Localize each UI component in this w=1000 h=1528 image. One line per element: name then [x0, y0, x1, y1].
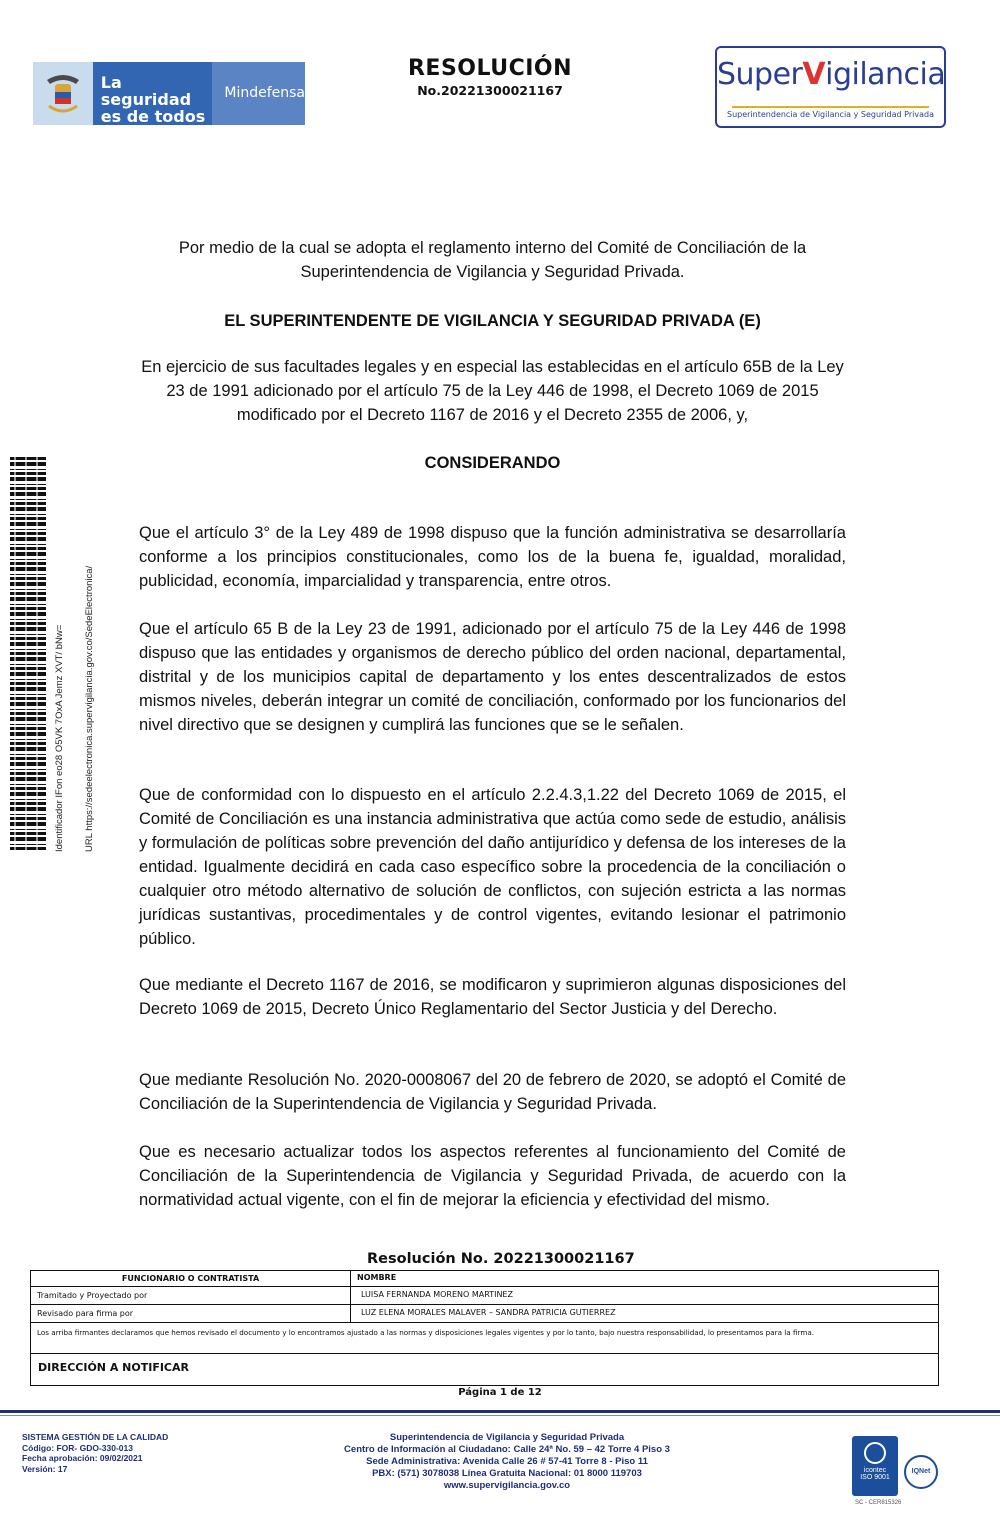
qms-line: Versión: 17 — [22, 1463, 68, 1474]
wordmark-v: V — [802, 57, 826, 92]
considering-paragraph: Que el artículo 65 B de la Ley 23 de 1991, adicionado por el artículo 75 de la Ley 446 de 1998 dispuso que las entidades y organismos de derecho público del orden nacional, departamental, distrital y de los municipios capital de departamento y los entes descentralizados de estos mismos niveles, deberán integrar un comité de conciliación, conformado por los funcionarios del nivel directivo que se designen y cumplirá las funciones que se le señalen. — [139, 620, 846, 734]
contact-line: Sede Administrativa: Avenida Calle 26 # 57-41 Torre 8 - Piso 11 — [366, 1456, 648, 1467]
icontec-ring-icon — [864, 1442, 886, 1464]
wordmark-vigilancia: igilancia — [825, 57, 946, 92]
supervigilancia-wordmark — [717, 57, 944, 92]
resolution-number: No.20221300021167 — [417, 83, 563, 98]
resolution-title-block — [380, 56, 600, 98]
signature-block-title: Resolución No. 20221300021167 — [367, 1251, 635, 1267]
qms-line: SISTEMA GESTIÓN DE LA CALIDAD — [22, 1432, 169, 1442]
row-role: Tramitado y Proyectado por — [31, 1287, 351, 1304]
certificate-code: SC - CER815326 — [855, 1500, 902, 1506]
row-name: LUISA FERNANDA MORENO MARTINEZ — [361, 1290, 513, 1299]
resolution-title: RESOLUCIÓN — [407, 56, 573, 81]
considering-paragraph: Que mediante Resolución No. 2020-0008067 del 20 de febrero de 2020, se adoptó el Comité de Conciliación de la Superintendencia de Vigilancia y Seguridad Privada. — [139, 1071, 846, 1113]
wordmark-super: Super — [717, 57, 803, 92]
cert-brand: icontec — [863, 1467, 887, 1474]
contact-line: Centro de Información al Ciudadano: Calle 24ª No. 59 – 42 Torre 4 Piso 3 — [344, 1444, 670, 1455]
cert-iso: ISO 9001 — [860, 1474, 890, 1481]
considering-paragraph: Que de conformidad con lo dispuesto en el artículo 2.2.4.3,1.22 del Decreto 1069 de 2015, el Comité de Conciliación es una instancia administrativa que actúa como sede de estudio, análisis y formulación de políticas sobre prevención del daño antijurídico y defensa de los intereses de la entidad. Igualmente decidirá en cada caso específico sobre la procedencia de la conciliación o cualquier otro método alternativo de solución de conflictos, con sujeción estricta a las normas jurídicas sustantivas, procedimentales y de control vigentes, evitando lesionar el patrimonio público. — [139, 786, 846, 948]
logo-divider — [732, 106, 929, 108]
page-number: Página 1 de 12 — [458, 1387, 542, 1398]
table-header-row — [31, 1271, 938, 1287]
logo-tagline-line1: La seguridad — [100, 73, 192, 109]
contact-info — [300, 1432, 714, 1492]
considering-paragraph: Que mediante el Decreto 1167 de 2016, se modificaron y suprimieron algunas disposiciones del Decreto 1069 de 2015, Decreto Único Reglamentario del Sector Justicia y del Derecho. — [139, 976, 846, 1018]
logo-tagline-line2: es de todos — [100, 107, 206, 126]
contact-line: PBX: (571) 3078038 Línea Gratuita Nacional: 01 8000 119703 — [372, 1468, 642, 1479]
notify-row — [31, 1353, 938, 1385]
logo-subtitle: Superintendencia de Vigilancia y Seguridad Privada — [727, 110, 934, 119]
header-name: NOMBRE — [357, 1273, 397, 1282]
document-barcode — [10, 456, 46, 850]
authority-heading: EL SUPERINTENDENTE DE VIGILANCIA Y SEGURIDAD PRIVADA (E) — [224, 312, 761, 330]
logo-tagline — [93, 62, 213, 125]
row-name: LUZ ELENA MORALES MALAVER – SANDRA PATRICIA GUTIERREZ — [361, 1308, 616, 1317]
la-seguridad-logo — [33, 62, 305, 125]
iqnet-certification-badge: IQNet — [904, 1455, 938, 1489]
footer-divider — [0, 1410, 1000, 1413]
signature-table — [30, 1270, 939, 1386]
considering-paragraph: Que el artículo 3° de la Ley 489 de 1998 dispuso que la función administrativa se desarrollaría conforme a los principios constitucionales, como los de la buena fe, igualdad, moralidad, publicidad, economía, imparcialidad y transparencia, entre otros. — [139, 524, 846, 590]
table-row — [31, 1287, 938, 1305]
supervigilancia-logo — [715, 46, 946, 128]
document-identifier: Identificador IFon eo28 O5VK 7OxA Jemz XVT/ bNw= — [54, 624, 65, 852]
qms-line: Fecha aprobación: 09/02/2021 — [22, 1453, 143, 1463]
contact-line: Superintendencia de Vigilancia y Seguridad Privada — [389, 1432, 625, 1443]
table-row — [31, 1305, 938, 1323]
row-role: Revisado para firma por — [31, 1305, 351, 1322]
header-role: FUNCIONARIO O CONTRATISTA — [31, 1271, 351, 1286]
considering-heading: CONSIDERANDO — [424, 454, 561, 472]
notify-label: DIRECCIÓN A NOTIFICAR — [38, 1361, 189, 1374]
ministry-label: Mindefensa — [212, 62, 305, 125]
quality-system-info — [22, 1432, 168, 1474]
icontec-certification-badge — [852, 1436, 898, 1496]
footer-divider-thin — [0, 1415, 1000, 1416]
website-link[interactable]: www.supervigilancia.gov.co — [443, 1480, 571, 1491]
considering-paragraph: Que es necesario actualizar todos los aspectos referentes al funcionamiento del Comité de Conciliación de la Superintendencia de Vigilancia y Seguridad Privada, de acuerdo con la normatividad actual vigente, con el fin de mejorar la eficiencia y efectividad del mismo. — [139, 1143, 846, 1209]
colombia-coat-of-arms-icon — [33, 62, 93, 125]
signers-declaration: Los arriba firmantes declaramos que hemos revisado el documento y lo encontramos ajustado a las normas y disposiciones legales vigentes y por lo tanto, bajo nuestra responsabilidad, lo presentamos para la firma. — [37, 1328, 815, 1337]
resolution-purpose: Por medio de la cual se adopta el reglamento interno del Comité de Conciliación de la Superintendencia de Vigilancia y Seguridad Privada. — [178, 239, 807, 281]
legal-powers: En ejercicio de sus facultades legales y en especial las establecidas en el artículo 65B de la Ley 23 de 1991 adicionado por el artículo 75 de la Ley 446 de 1998, el Decreto 1069 de 2015 modificado por el Decreto 1167 de 2016 y el Decreto 2355 de 2006, y, — [141, 358, 844, 424]
document-url: URL https://sedeelectronica.supervigilancia.gov.co/SedeElectronica/ — [84, 565, 95, 852]
qms-line: Código: FOR- GDO-330-013 — [22, 1442, 133, 1453]
